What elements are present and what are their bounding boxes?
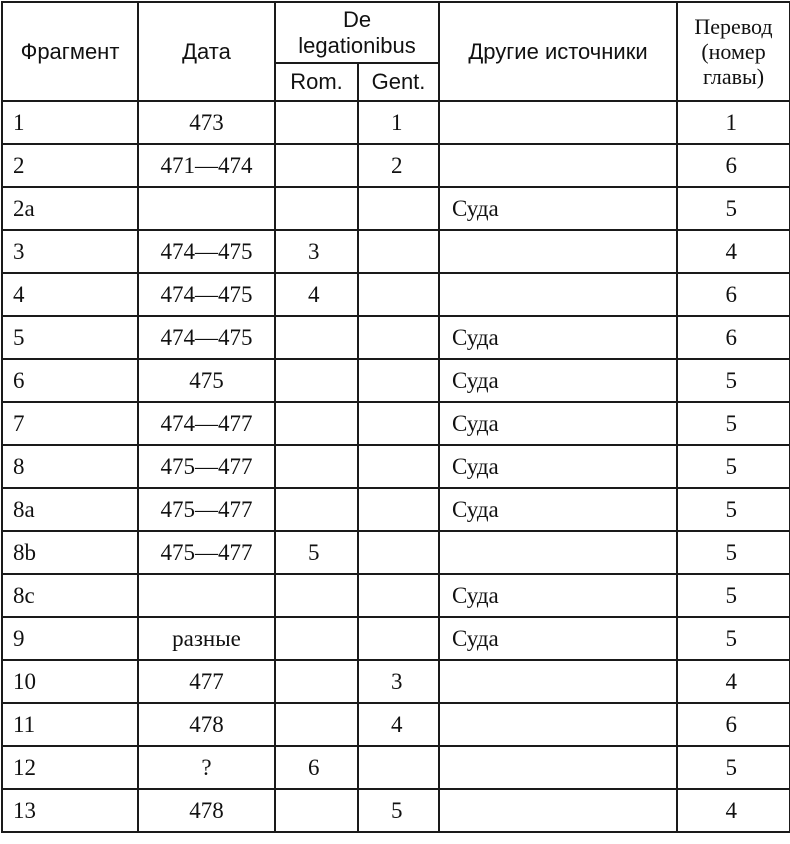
cell-gent <box>358 316 439 359</box>
cell-fragment: 7 <box>2 402 138 445</box>
cell-chapter: 5 <box>677 187 790 230</box>
cell-chapter: 5 <box>677 359 790 402</box>
cell-gent: 2 <box>358 144 439 187</box>
table-row <box>2 703 790 746</box>
cell-date: 474—475 <box>138 316 275 359</box>
cell-other-source: Суда <box>439 488 677 531</box>
cell-date: 471—474 <box>138 144 275 187</box>
cell-date: 474—475 <box>138 230 275 273</box>
header-translation: Перевод (номер главы) <box>677 2 790 101</box>
cell-fragment: 12 <box>2 746 138 789</box>
cell-date: разные <box>138 617 275 660</box>
cell-rom <box>275 144 358 187</box>
table-row <box>2 316 790 359</box>
header-gent: Gent. <box>358 63 439 101</box>
table-row <box>2 660 790 703</box>
table-row <box>2 617 790 660</box>
cell-other-source <box>439 273 677 316</box>
table-row <box>2 144 790 187</box>
cell-rom <box>275 187 358 230</box>
cell-rom: 3 <box>275 230 358 273</box>
table-body <box>2 101 790 832</box>
cell-chapter: 6 <box>677 273 790 316</box>
cell-fragment: 3 <box>2 230 138 273</box>
cell-chapter: 4 <box>677 230 790 273</box>
cell-chapter: 6 <box>677 144 790 187</box>
cell-date: 475 <box>138 359 275 402</box>
cell-fragment: 1 <box>2 101 138 144</box>
cell-rom <box>275 445 358 488</box>
cell-date: 478 <box>138 789 275 832</box>
cell-chapter: 1 <box>677 101 790 144</box>
cell-gent <box>358 574 439 617</box>
cell-date <box>138 187 275 230</box>
cell-fragment: 11 <box>2 703 138 746</box>
cell-other-source <box>439 703 677 746</box>
cell-rom <box>275 617 358 660</box>
cell-rom <box>275 359 358 402</box>
cell-other-source: Суда <box>439 617 677 660</box>
cell-gent: 3 <box>358 660 439 703</box>
cell-gent: 1 <box>358 101 439 144</box>
cell-other-source <box>439 531 677 574</box>
cell-other-source <box>439 101 677 144</box>
cell-fragment: 5 <box>2 316 138 359</box>
fragments-table <box>1 1 790 833</box>
cell-other-source: Суда <box>439 445 677 488</box>
cell-date: 478 <box>138 703 275 746</box>
cell-fragment: 13 <box>2 789 138 832</box>
cell-gent <box>358 531 439 574</box>
table-row <box>2 574 790 617</box>
cell-chapter: 4 <box>677 660 790 703</box>
cell-gent <box>358 359 439 402</box>
table-row <box>2 230 790 273</box>
cell-date: 475—477 <box>138 531 275 574</box>
table-row <box>2 101 790 144</box>
table-header <box>2 2 790 101</box>
cell-date <box>138 574 275 617</box>
cell-chapter: 6 <box>677 703 790 746</box>
cell-gent <box>358 402 439 445</box>
cell-fragment: 6 <box>2 359 138 402</box>
cell-gent <box>358 187 439 230</box>
cell-chapter: 5 <box>677 746 790 789</box>
cell-other-source: Суда <box>439 574 677 617</box>
cell-rom <box>275 316 358 359</box>
cell-rom: 6 <box>275 746 358 789</box>
cell-chapter: 5 <box>677 402 790 445</box>
cell-fragment: 2 <box>2 144 138 187</box>
cell-other-source: Суда <box>439 402 677 445</box>
table-row <box>2 488 790 531</box>
header-fragment: Фрагмент <box>2 2 138 101</box>
table-row <box>2 402 790 445</box>
cell-chapter: 6 <box>677 316 790 359</box>
cell-gent <box>358 445 439 488</box>
cell-rom <box>275 703 358 746</box>
cell-fragment: 8b <box>2 531 138 574</box>
cell-date: 475—477 <box>138 488 275 531</box>
cell-other-source: Суда <box>439 187 677 230</box>
cell-fragment: 8 <box>2 445 138 488</box>
cell-fragment: 4 <box>2 273 138 316</box>
cell-other-source <box>439 746 677 789</box>
cell-other-source <box>439 660 677 703</box>
cell-fragment: 9 <box>2 617 138 660</box>
cell-other-source <box>439 789 677 832</box>
table-row <box>2 273 790 316</box>
cell-chapter: 5 <box>677 574 790 617</box>
cell-rom <box>275 101 358 144</box>
cell-fragment: 8a <box>2 488 138 531</box>
cell-rom <box>275 574 358 617</box>
cell-chapter: 5 <box>677 531 790 574</box>
cell-date: 477 <box>138 660 275 703</box>
cell-date: 474—475 <box>138 273 275 316</box>
table-row <box>2 445 790 488</box>
cell-fragment: 8c <box>2 574 138 617</box>
cell-gent <box>358 746 439 789</box>
cell-fragment: 2a <box>2 187 138 230</box>
header-de-legationibus: De legationibus <box>275 2 439 63</box>
header-date: Дата <box>138 2 275 101</box>
cell-chapter: 4 <box>677 789 790 832</box>
cell-date: 473 <box>138 101 275 144</box>
cell-gent <box>358 273 439 316</box>
cell-gent <box>358 488 439 531</box>
cell-other-source: Суда <box>439 359 677 402</box>
cell-gent <box>358 617 439 660</box>
cell-gent: 5 <box>358 789 439 832</box>
cell-date: 474—477 <box>138 402 275 445</box>
table-row <box>2 187 790 230</box>
table-row <box>2 746 790 789</box>
cell-gent: 4 <box>358 703 439 746</box>
cell-fragment: 10 <box>2 660 138 703</box>
cell-other-source <box>439 144 677 187</box>
cell-date: 475—477 <box>138 445 275 488</box>
cell-rom <box>275 488 358 531</box>
cell-rom <box>275 402 358 445</box>
table-row <box>2 531 790 574</box>
cell-rom <box>275 789 358 832</box>
header-other-sources: Другие источники <box>439 2 677 101</box>
cell-chapter: 5 <box>677 617 790 660</box>
cell-rom: 4 <box>275 273 358 316</box>
cell-date: ? <box>138 746 275 789</box>
cell-other-source <box>439 230 677 273</box>
cell-rom <box>275 660 358 703</box>
cell-chapter: 5 <box>677 488 790 531</box>
header-row-top <box>2 2 790 63</box>
header-rom: Rom. <box>275 63 358 101</box>
cell-other-source: Суда <box>439 316 677 359</box>
cell-chapter: 5 <box>677 445 790 488</box>
table-row <box>2 789 790 832</box>
table-row <box>2 359 790 402</box>
cell-gent <box>358 230 439 273</box>
cell-rom: 5 <box>275 531 358 574</box>
